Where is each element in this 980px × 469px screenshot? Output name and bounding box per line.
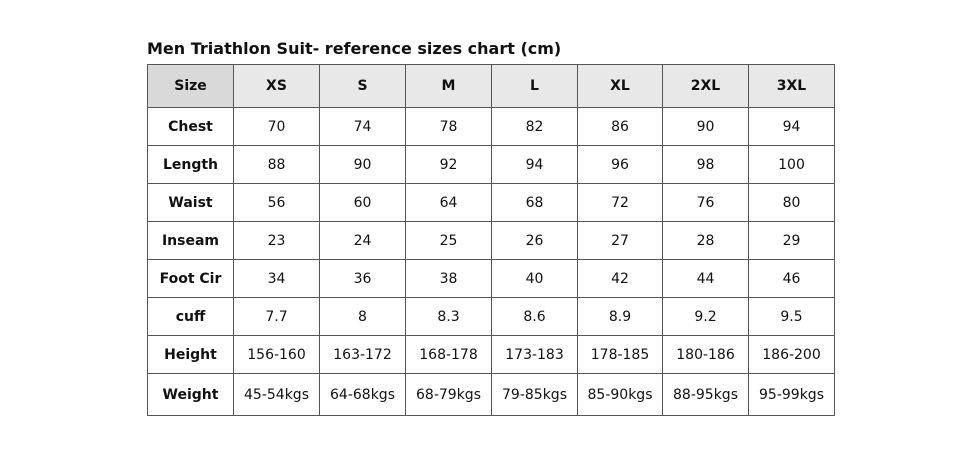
table-cell: 82 bbox=[492, 108, 578, 146]
size-chart-table bbox=[147, 64, 835, 416]
table-cell: 42 bbox=[578, 260, 663, 298]
table-row-cuff bbox=[148, 298, 835, 336]
table-cell: 178-185 bbox=[578, 336, 663, 374]
table-cell: 45-54kgs bbox=[234, 374, 320, 416]
table-row-waist bbox=[148, 184, 835, 222]
header-cell-2xl: 2XL bbox=[663, 65, 749, 108]
table-cell: 70 bbox=[234, 108, 320, 146]
table-cell: 34 bbox=[234, 260, 320, 298]
table-cell: 173-183 bbox=[492, 336, 578, 374]
table-cell: 88-95kgs bbox=[663, 374, 749, 416]
table-cell: 8.9 bbox=[578, 298, 663, 336]
table-cell: 78 bbox=[406, 108, 492, 146]
table-cell: 76 bbox=[663, 184, 749, 222]
table-row-foot-cir bbox=[148, 260, 835, 298]
table-cell: 94 bbox=[492, 146, 578, 184]
table-cell: 44 bbox=[663, 260, 749, 298]
row-label: Chest bbox=[148, 108, 234, 146]
header-cell-3xl: 3XL bbox=[749, 65, 835, 108]
row-label: cuff bbox=[148, 298, 234, 336]
table-cell: 56 bbox=[234, 184, 320, 222]
table-row-length bbox=[148, 146, 835, 184]
table-cell: 180-186 bbox=[663, 336, 749, 374]
row-label: Waist bbox=[148, 184, 234, 222]
table-cell: 79-85kgs bbox=[492, 374, 578, 416]
table-cell: 72 bbox=[578, 184, 663, 222]
table-cell: 186-200 bbox=[749, 336, 835, 374]
table-cell: 94 bbox=[749, 108, 835, 146]
table-cell: 24 bbox=[320, 222, 406, 260]
table-cell: 64 bbox=[406, 184, 492, 222]
header-cell-xl: XL bbox=[578, 65, 663, 108]
table-cell: 80 bbox=[749, 184, 835, 222]
table-cell: 28 bbox=[663, 222, 749, 260]
table-cell: 95-99kgs bbox=[749, 374, 835, 416]
table-cell: 74 bbox=[320, 108, 406, 146]
table-cell: 8.6 bbox=[492, 298, 578, 336]
table-cell: 88 bbox=[234, 146, 320, 184]
table-cell: 168-178 bbox=[406, 336, 492, 374]
table-cell: 40 bbox=[492, 260, 578, 298]
row-label: Length bbox=[148, 146, 234, 184]
table-row-height bbox=[148, 336, 835, 374]
table-cell: 9.2 bbox=[663, 298, 749, 336]
header-cell-s: S bbox=[320, 65, 406, 108]
table-cell: 98 bbox=[663, 146, 749, 184]
table-header-row bbox=[148, 65, 835, 108]
table-cell: 7.7 bbox=[234, 298, 320, 336]
header-cell-xs: XS bbox=[234, 65, 320, 108]
table-cell: 8.3 bbox=[406, 298, 492, 336]
table-cell: 92 bbox=[406, 146, 492, 184]
row-label: Weight bbox=[148, 374, 234, 416]
table-row-chest bbox=[148, 108, 835, 146]
table-cell: 100 bbox=[749, 146, 835, 184]
table-cell: 23 bbox=[234, 222, 320, 260]
row-label: Height bbox=[148, 336, 234, 374]
table-cell: 86 bbox=[578, 108, 663, 146]
table-row-weight bbox=[148, 374, 835, 416]
table-cell: 90 bbox=[663, 108, 749, 146]
header-cell-l: L bbox=[492, 65, 578, 108]
table-cell: 85-90kgs bbox=[578, 374, 663, 416]
header-cell-m: M bbox=[406, 65, 492, 108]
table-cell: 163-172 bbox=[320, 336, 406, 374]
row-label: Foot Cir bbox=[148, 260, 234, 298]
table-cell: 90 bbox=[320, 146, 406, 184]
table-cell: 96 bbox=[578, 146, 663, 184]
table-cell: 36 bbox=[320, 260, 406, 298]
table-cell: 26 bbox=[492, 222, 578, 260]
table-cell: 156-160 bbox=[234, 336, 320, 374]
header-cell-size: Size bbox=[148, 65, 234, 108]
table-cell: 27 bbox=[578, 222, 663, 260]
table-cell: 64-68kgs bbox=[320, 374, 406, 416]
table-row-inseam bbox=[148, 222, 835, 260]
chart-title: Men Triathlon Suit- reference sizes chart (cm) bbox=[147, 39, 562, 58]
table-cell: 68-79kgs bbox=[406, 374, 492, 416]
table-cell: 60 bbox=[320, 184, 406, 222]
table-cell: 29 bbox=[749, 222, 835, 260]
table-cell: 38 bbox=[406, 260, 492, 298]
table-cell: 9.5 bbox=[749, 298, 835, 336]
table-cell: 68 bbox=[492, 184, 578, 222]
table-cell: 8 bbox=[320, 298, 406, 336]
row-label: Inseam bbox=[148, 222, 234, 260]
table-cell: 25 bbox=[406, 222, 492, 260]
table-cell: 46 bbox=[749, 260, 835, 298]
